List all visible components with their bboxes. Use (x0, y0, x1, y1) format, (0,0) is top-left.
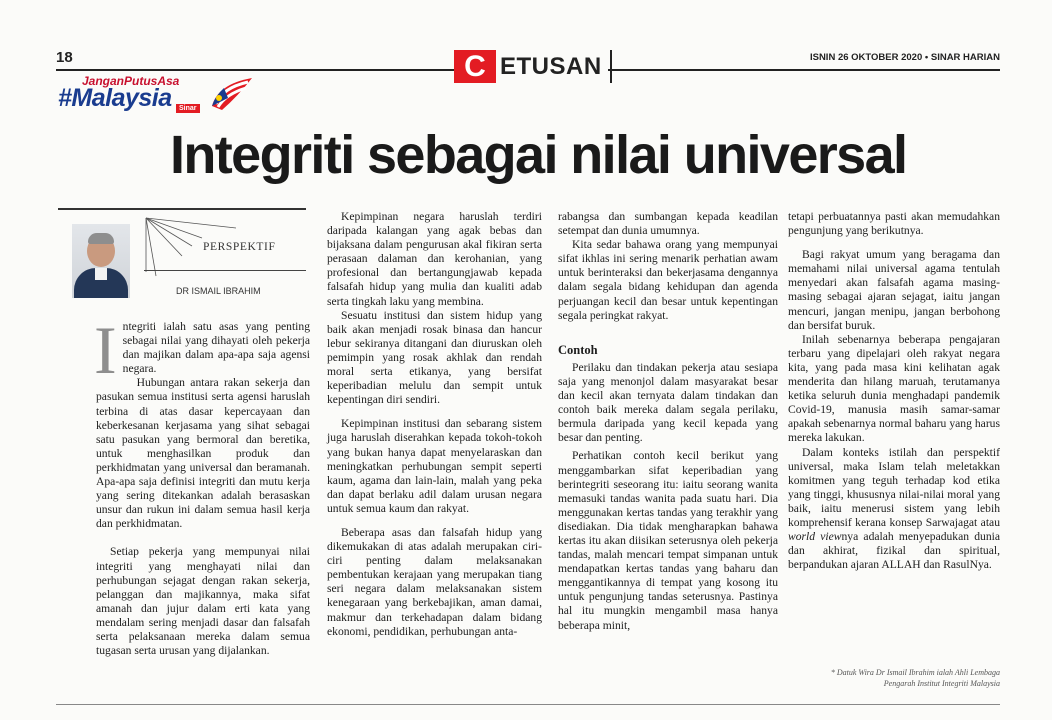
paragraph: tetapi perbuatannya pasti akan memudahkan pengunjung yang berikutnya. (788, 210, 1000, 238)
paragraph-text: Dalam konteks istilah dan perspektif universal, maka Islam telah meletakkan komitmen yang teguh terhadap kod etika yang tinggi, khususnya nilai-nilai moral yang baik, iaitu menerusi sistem yang lebih komprehensif kerana konsep Sarwajagat atau (788, 445, 1000, 529)
date-line: ISNIN 26 OKTOBER 2020 • SINAR HARIAN (809, 52, 1000, 63)
section-logo-initial: C (454, 50, 496, 83)
paragraph: Bagi rakyat umum yang beragama dan memahami nilai universal agama tentulah menyedari akan falsafah agama masing-masing sebagai ajaran sejagat, iaitu jangan mencuri, jangan menipu, jangan berbohong dan bersifat buruk. (788, 248, 1000, 332)
article-column-2 (327, 210, 542, 639)
paragraph: Kepimpinan negara haruslah terdiri daripada kalangan yang agak bebas dan bijaksana dalam pengurusan akal fikiran serta perasaan dalaman dan kerohanian, yang profesional dan bertangungjawab kepada falsafah hidup yang mulia dan kualiti adab serta tingkah laku yang membina. (327, 210, 542, 308)
paragraph: rabangsa dan sumbangan kepada keadilan setempat dan dunia umumnya. (558, 210, 778, 238)
section-logo-text: ETUSAN (496, 53, 608, 81)
author-footnote: * Datuk Wira Dr Ismail Ibrahim ialah Ahli Lembaga Pengarah Institut Integriti Malaysia (830, 668, 1000, 688)
drop-cap: I (94, 312, 117, 388)
paragraph: Perilaku dan tindakan pekerja atau sesiapa saja yang menonjol dalam masyarakat besar dan kecil akan ternyata dalam tindakan dan contoh baik mereka dalam segala perilaku, bermula daripada yang kecil kepada yang besar dan penting. (558, 360, 778, 445)
article-column-4 (788, 210, 1000, 572)
flag-icon (208, 76, 254, 112)
bottom-rule (56, 704, 1000, 705)
subheading: Contoh (558, 342, 598, 357)
campaign-logo-line2: #Malaysia (58, 84, 172, 112)
paragraph: Sesuatu institusi dan sistem hidup yang baik akan menjadi rosak binasa dan hancur lebur sekiranya ditangani dan diuruskan oleh pemimpin yang rosak akhlak dan rendah moral serta etikanya, yang bersifat keperibadian melulu dan sempit untuk kepentingan diri sendiri. (327, 308, 542, 407)
paragraph: Setiap pekerja yang mempunyai nilai integriti yang menghayati nilai dan perhubungan sejagat dengan rakan sekerja, pelanggan dan majikannya, maka sifat amanah dan jujur dalam erti kata yang mendalam sering menjadi dasar dan falsafah serta pelaksanaan mereka dalam semua tugasan serta urusan yang dijalankan. (96, 545, 310, 658)
article-column-3 (558, 210, 778, 633)
paragraph: Hubungan antara rakan sekerja dan pasukan semua institusi serta agensi haruslah terbina di atas dasar kepercayaan dan keberkesanan kerjasama yang sihat sebagai satu pasukan yang bermoral dan beretika, untuk menghasilkan produk dan perkhidmatan yang universal dan beramanah. Apa-apa saja definisi integriti dan mutu kerja yang sering ditekankan adalah berasaskan unsur dan rukun ini dalam semua hasil kerja dan perkhidmatan. (96, 376, 310, 531)
emphasis-text: world view (788, 530, 842, 544)
author-box-rule (58, 208, 306, 210)
author-photo (72, 224, 130, 298)
campaign-logo-line1: JanganPutusAsa (82, 74, 180, 88)
paragraph: Beberapa asas dan falsafah hidup yang dikemukakan di atas adalah merupakan ciri-ciri penting dalam melaksanakan pembentukan kerajaan yang merupakan tiang seri negara dalam melaksanakan sistem kenegaraan yang berkebajikan, aman damai, makmur dan terkehadapan dalam bidang ekonomi, pendidikan, perhubungan anta- (327, 525, 542, 638)
column-label-rule (144, 270, 306, 271)
paragraph-text: ntegriti ialah satu asas yang penting sebagai nilai yang dihayati oleh pekerja dan majikan dalam apa-apa saja agensi negara. (122, 320, 310, 376)
headline: Integriti sebagai nilai universal (170, 125, 907, 185)
paragraph: Kepimpinan institusi dan sebarang sistem juga haruslah diserahkan kepada tokoh-tokoh yang bukan hanya dapat menyelaraskan dan meningkatkan perhubungan sempit seperti kaum, agama dan lain-lain, malah yang peka dan dapat berlaku adil dalam urusan negara untuk semua kaum dan rakyat. (327, 417, 542, 515)
paragraph: Inilah sebenarnya beberapa pengajaran terbaru yang dipelajari oleh rakyat negara kita, yang pada masa kini kelihatan agak menderita dan hilang maruah, terutamanya ketika seluruh dunia menghadapi pandemik Covid-19, manusia masih samar-samar apakah sebenarnya normal baharu yang harus mereka lakukan. (788, 332, 1000, 445)
paragraph: Kita sedar bahawa orang yang mempunyai sifat ikhlas ini sering menarik perhatian awam untuk berinteraksi dan bekerjasama dengannya dalam segala bidang kehidupan dan agenda perjuangan kecil dan besar untuk kepentingan segala peringkat rakyat. (558, 238, 778, 322)
column-label: PERSPEKTIF (203, 241, 276, 253)
section-logo-divider (610, 50, 612, 83)
paragraph (94, 312, 310, 388)
page-number: 18 (56, 49, 73, 66)
article-column-1 (94, 312, 310, 658)
section-logo (454, 50, 612, 83)
author-name: DR ISMAIL IBRAHIM (176, 286, 261, 296)
author-box (58, 208, 306, 303)
campaign-badge: Sinar (176, 104, 200, 113)
campaign-logo (58, 74, 258, 118)
paragraph (788, 446, 1000, 573)
paragraph: Perhatikan contoh kecil berikut yang menggambarkan sifat keperibadian yang berintegriti seseorang itu: iaitu seorang wanita memasuki tandas wanita pada suatu hari. Dia menggunakan kertas tandas yang terakhir yang disediakan. Dia tidak mengharapkan bahawa kertas itu akan diisikan seterusnya oleh pekerja tandas, malah mencari tempat simpanan untuk mendapatkan kertas tandas yang baharu dan menggantikannya di tempat yang kosong itu untuk pengunjung tandas seterusnya. Pastinya hal itu mungkin mengambil masa hanya beberapa minit, (558, 449, 778, 632)
paragraph-text: nya adalah menyepadukan dunia dan akhirat, fizikal dan spiritual, berpandukan ajaran ALLAH dan RasulNya. (788, 530, 1000, 572)
